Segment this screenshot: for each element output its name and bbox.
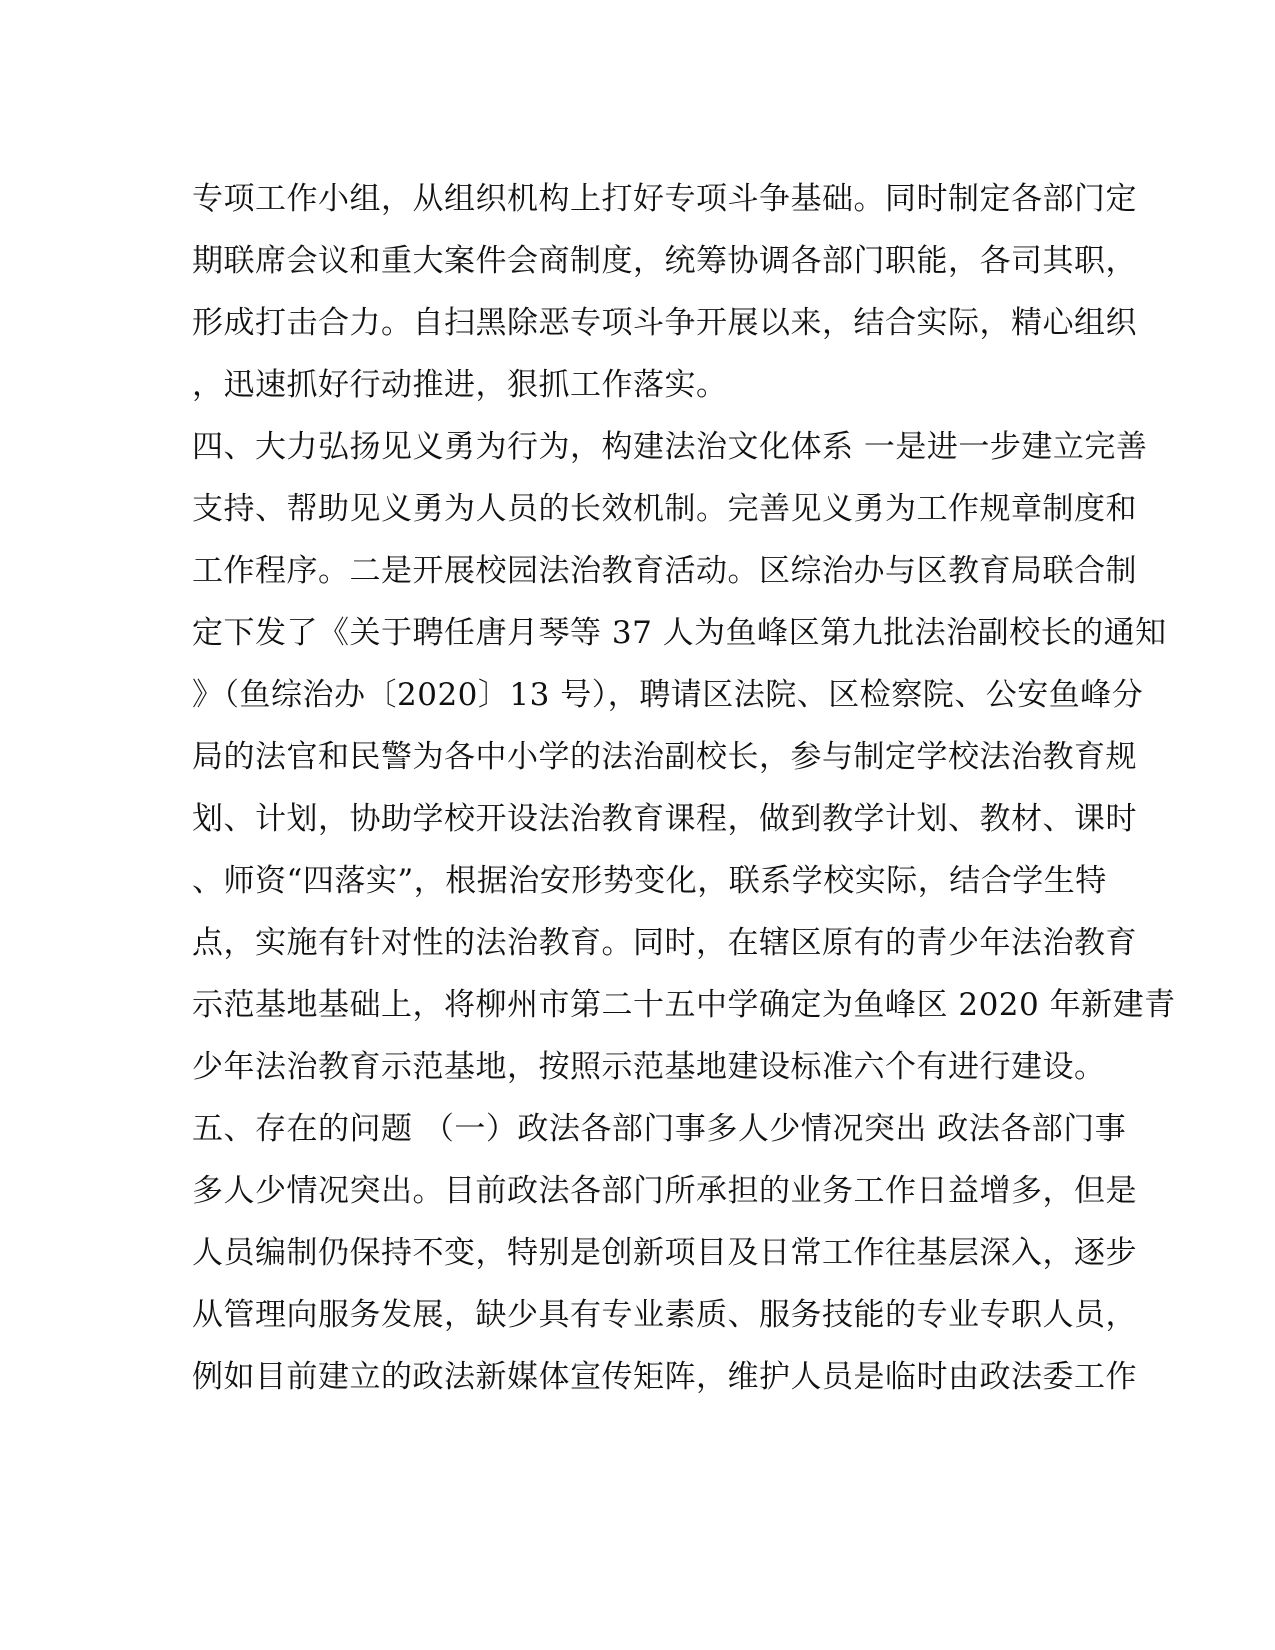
text-line: 例如目前建立的政法新媒体宣传矩阵，维护人员是临时由政法委工作 [192, 1359, 1137, 1395]
section-five-line: 五、存在的问题 （一）政法各部门事多人少情况突出 政法各部门事 [192, 1111, 1127, 1147]
text-line: 》（鱼综治办〔2020〕13 号），聘请区法院、区检察院、公安鱼峰分 [192, 677, 1144, 713]
section-four-line: 四、大力弘扬见义勇为行为，构建法治文化体系 一是进一步建立完善 [192, 429, 1148, 465]
text-line: 点，实施有针对性的法治教育。同时，在辖区原有的青少年法治教育 [192, 925, 1137, 961]
text-line: 局的法官和民警为各中小学的法治副校长，参与制定学校法治教育规 [192, 739, 1137, 775]
text-line: 从管理向服务发展，缺少具有专业素质、服务技能的专业专职人员， [192, 1297, 1137, 1333]
text-line: ，迅速抓好行动推进，狠抓工作落实。 [192, 367, 728, 403]
text-line: 少年法治教育示范基地，按照示范基地建设标准六个有进行建设。 [192, 1049, 1106, 1085]
text-line: 人员编制仍保持不变，特别是创新项目及日常工作往基层深入，逐步 [192, 1235, 1137, 1271]
text-line: 支持、帮助见义勇为人员的长效机制。完善见义勇为工作规章制度和 [192, 491, 1137, 527]
text-line: 示范基地基础上，将柳州市第二十五中学确定为鱼峰区 2020 年新建青 [192, 987, 1176, 1023]
text-line: 、师资“四落实”，根据治安形势变化，联系学校实际，结合学生特 [192, 863, 1107, 899]
text-line: 形成打击合力。自扫黑除恶专项斗争开展以来，结合实际，精心组织 [192, 305, 1137, 341]
text-line: 定下发了《关于聘任唐月琴等 37 人为鱼峰区第九批法治副校长的通知 [192, 615, 1167, 651]
body-text [192, 168, 1176, 1408]
text-line: 专项工作小组，从组织机构上打好专项斗争基础。同时制定各部门定 [192, 181, 1137, 217]
text-line: 工作程序。二是开展校园法治教育活动。区综治办与区教育局联合制 [192, 553, 1137, 589]
text-line: 多人少情况突出。目前政法各部门所承担的业务工作日益增多，但是 [192, 1173, 1137, 1209]
text-line: 划、计划，协助学校开设法治教育课程，做到教学计划、教材、课时 [192, 801, 1137, 837]
text-line: 期联席会议和重大案件会商制度，统筹协调各部门职能，各司其职， [192, 243, 1137, 279]
